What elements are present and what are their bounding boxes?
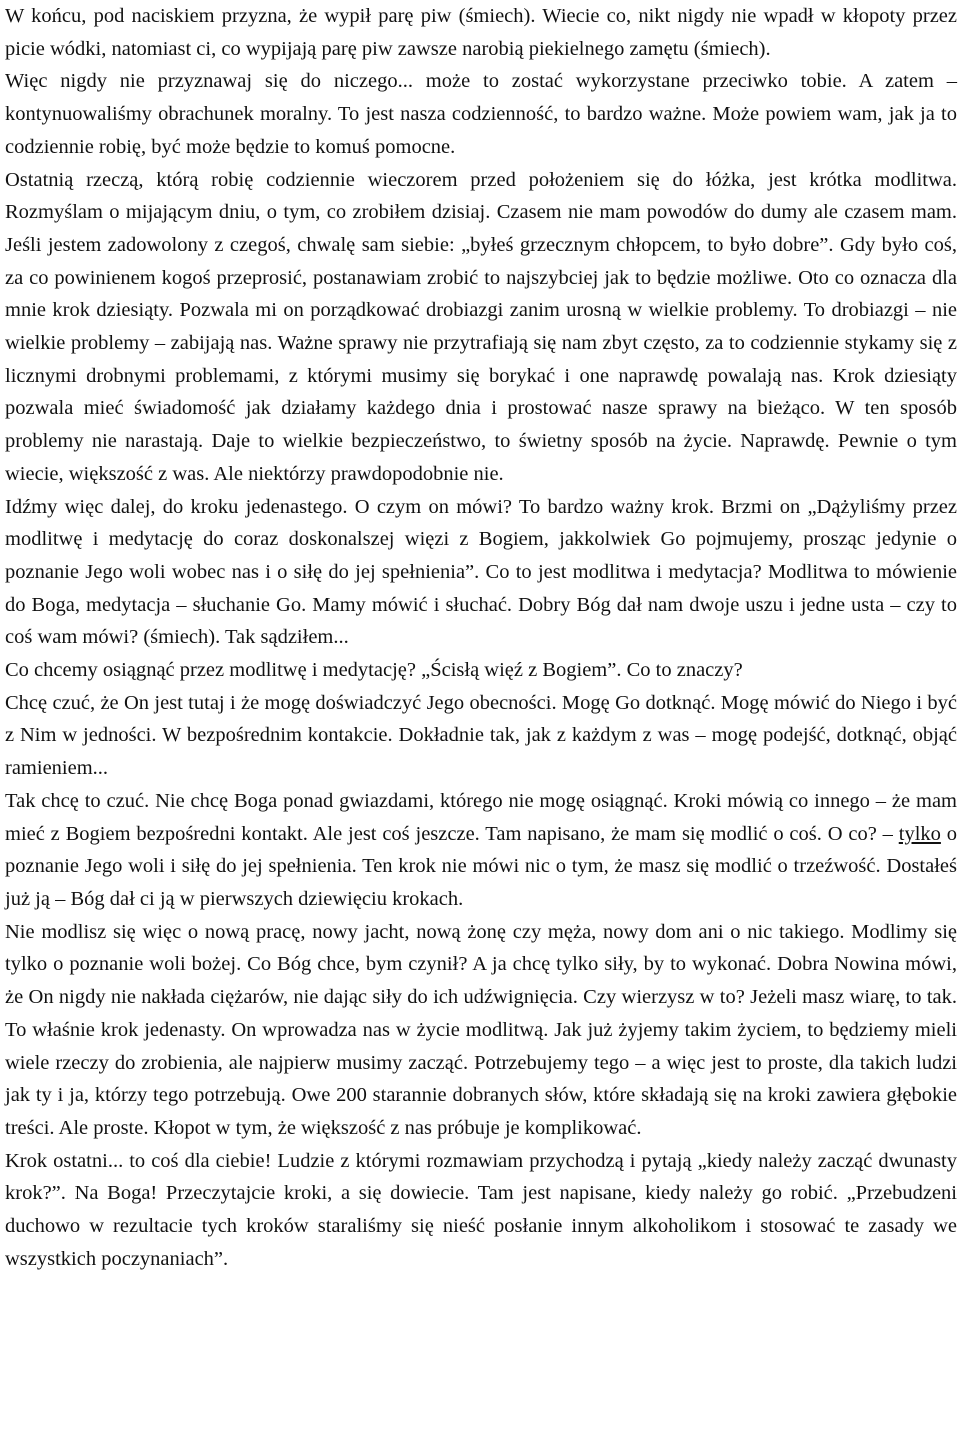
paragraph: Co chcemy osiągnąć przez modlitwę i medytację? „Ścisłą więź z Bogiem”. Co to znaczy?: [5, 659, 743, 682]
paragraph: Idźmy więc dalej, do kroku jedenastego. O czym on mówi? To bardzo ważny krok. Brzmi on „Dążyliśmy przez modlitwę i medytację do coraz doskonalszej więzi z Bogiem, jakkolwiek Go pojmujemy, prosząc jedynie o poznanie Jego woli wobec nas i o siłę do jej spełnienia”. Co to jest modlitwa i medytacja? Modlitwa to mówienie do Boga, medytacja – słuchanie Go. Mamy mówić i słuchać. Dobry Bóg dał nam dwoje uszu i jedne usta – czy to coś wam mówi? (śmiech). Tak sądziłem...: [5, 495, 957, 649]
paragraph: Nie modlisz się więc o nową pracę, nowy jacht, nową żonę czy męża, nowy dom ani o nic takiego. Modlimy się tylko o poznanie woli bożej. Co Bóg chce, bym czynił? A ja chcę tylko siły, by to wykonać. Dobra Nowina mówi, że On nigdy nie nakłada ciężarów, nie dając siły do ich udźwignięcia. Czy wierzysz w to? Jeżeli masz wiarę, to tak. To właśnie krok jedenasty. On wprowadza nas w życie modlitwą. Jak już żyjemy takim życiem, to będziemy mieli wiele rzeczy do zrobienia, ale najpierw musimy zacząć. Potrzebujemy tego – a więc jest to proste, dla takich ludzi jak ty i ja, którzy tego potrzebują. Owe 200 starannie dobranych słów, które składają się na kroki zawiera głębokie treści. Ale proste. Kłopot w tym, że większość z nas próbuje je komplikować.: [5, 920, 957, 1139]
paragraph-text: o poznanie Jego woli i siłę do jej spełnienia. Ten krok nie mówi nic o tym, że masz się modlić o trzeźwość. Dostałeś już ją – Bóg dał ci ją w pierwszych dziewięciu krokach.: [5, 822, 957, 910]
paragraph: W końcu, pod naciskiem przyzna, że wypił parę piw (śmiech). Wiecie co, nikt nigdy nie wpadł w kłopoty przez picie wódki, natomiast ci, co wypijają parę piw zawsze narobią piekielnego zamętu (śmiech).: [5, 5, 957, 60]
paragraph: Chcę czuć, że On jest tutaj i że mogę doświadczyć Jego obecności. Mogę Go dotknąć. Mogę mówić do Niego i być z Nim w jedności. W bezpośrednim kontakcie. Dokładnie tak, jak z każdym z was – mogę podejść, dotknąć, objąć ramieniem...: [5, 691, 957, 780]
paragraph: Więc nigdy nie przyznawaj się do niczego... może to zostać wykorzystane przeciwko tobie. A zatem – kontynuowaliśmy obrachunek moralny. To jest nasza codzienność, to bardzo ważne. Może powiem wam, jak ja to codziennie robię, być może będzie to komuś pomocne.: [5, 70, 957, 158]
paragraph: Ostatnią rzeczą, którą robię codziennie wieczorem przed położeniem się do łóżka, jest krótka modlitwa. Rozmyślam o mijającym dniu, o tym, co zrobiłem dzisiaj. Czasem nie mam powodów do dumy ale czasem mam. Jeśli jestem zadowolony z czegoś, chwalę sam siebie: „byłeś grzecznym chłopcem, to było dobre”. Gdy było coś, za co powinienem kogoś przeprosić, postanawiam zrobić to najszybciej jak to będzie możliwe. Oto co oznacza dla mnie krok dziesiąty. Pozwala mi on porządkować drobiazgi zanim urosną w wielkie problemy. To drobiazgi – nie wielkie problemy – zabijają nas. Ważne sprawy nie przytrafiają się nam zbyt często, za to codziennie stykamy się z licznymi drobnymi problemami, z którymi musimy się borykać i one naprawdę powalają nas. Krok dziesiąty pozwala mieć świadomość jak działamy każdego dnia i prostować nasze sprawy na bieżąco. W ten sposób problemy nie narastają. Daje to wielkie bezpieczeństwo, to świetny sposób na życie. Naprawdę. Pewnie o tym wiecie, większość z was. Ale niektórzy prawdopodobnie nie.: [5, 168, 957, 485]
paragraph-text: Tak chcę to czuć. Nie chcę Boga ponad gwiazdami, którego nie mogę osiągnąć. Kroki mówią co innego – że mam mieć z Bogiem bezpośredni kontakt. Ale jest coś jeszcze. Tam napisano, że mam się modlić o coś. O co? –: [5, 789, 957, 845]
underlined-word: tylko: [898, 822, 941, 845]
paragraph: Krok ostatni... to coś dla ciebie! Ludzie z którymi rozmawiam przychodzą i pytają „kiedy należy zacząć dwunasty krok?”. Na Boga! Przeczytajcie kroki, a się dowiecie. Tam jest napisane, kiedy należy go robić. „Przebudzeni duchowo w rezultacie tych kroków staraliśmy się nieść posłanie innym alkoholikom i stosować te zasady we wszystkich poczynaniach”.: [5, 1149, 957, 1270]
paragraph: [5, 785, 957, 916]
